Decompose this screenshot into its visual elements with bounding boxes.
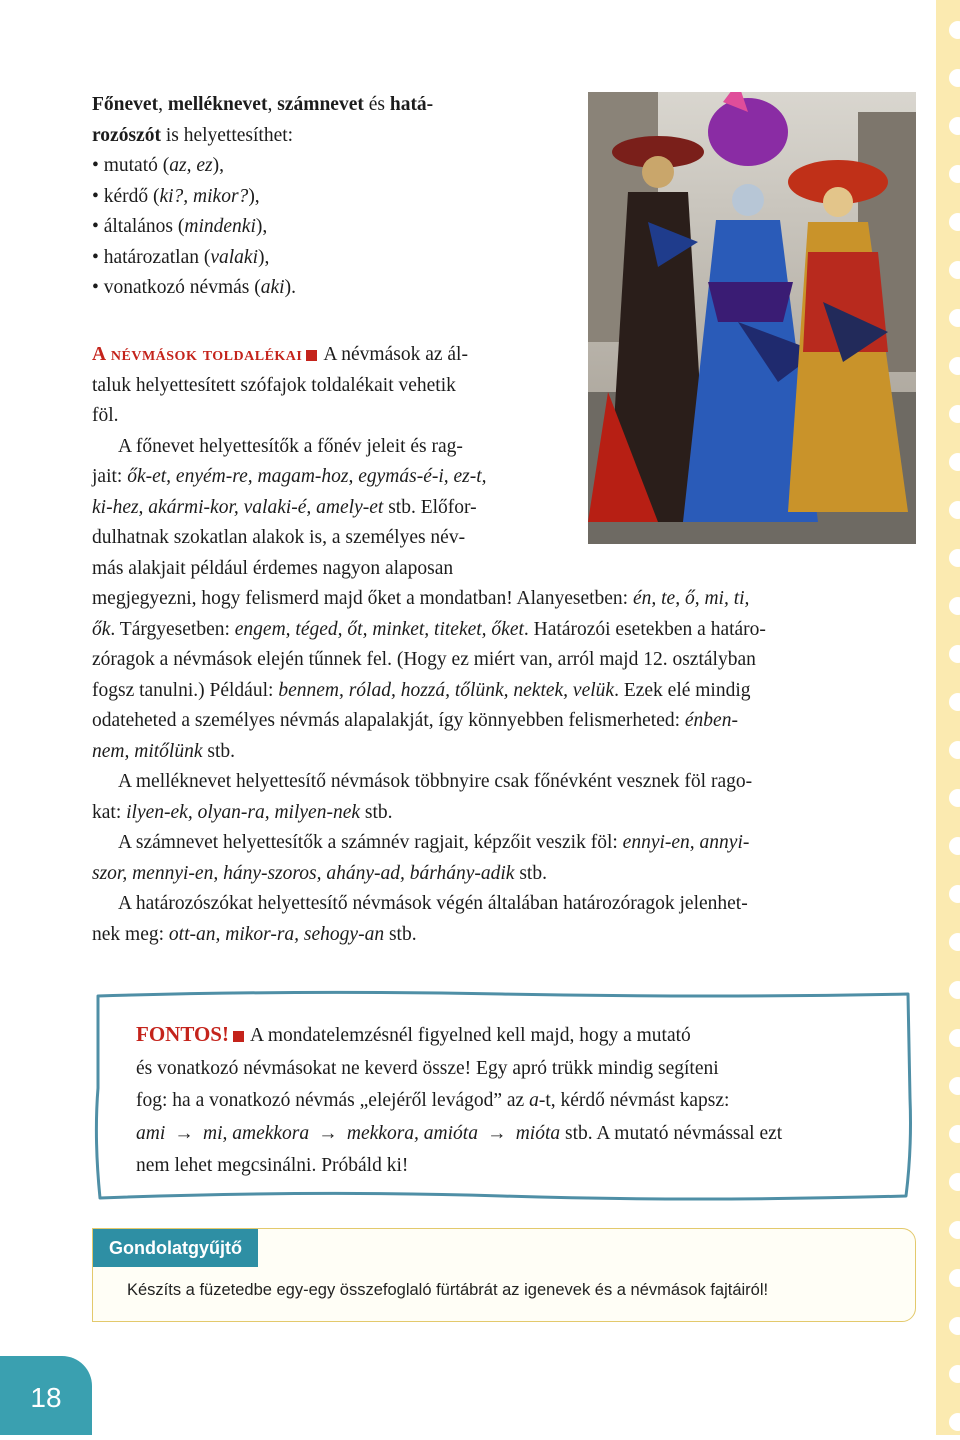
intro-block [92, 90, 570, 304]
important-note-text [136, 1018, 874, 1183]
body-line: ki-hez, akármi-kor, valaki-é, amely-et stb. Előfor- [92, 496, 477, 518]
note-line: ami → mi, amekkora → mekkora, amióta → mióta stb. A mutató névmással ezt [136, 1118, 874, 1151]
list-item: • vonatkozó névmás (aki). [92, 273, 570, 304]
thought-collector-box [92, 1228, 916, 1322]
body-line: A melléknevet helyettesítő névmások többnyire csak főnévként vesznek föl rago- [118, 771, 753, 792]
important-title: FONTOS! [136, 1022, 229, 1046]
list-item: • kérdő (ki?, mikor?), [92, 182, 570, 213]
thought-collector-tab: Gondolatgyűjtő [93, 1229, 258, 1267]
note-line: nem lehet megcsinálni. Próbáld ki! [136, 1155, 409, 1176]
section-line: föl. [92, 405, 119, 426]
section-block [92, 340, 570, 584]
square-bullet-icon [306, 350, 317, 361]
intro-line: rozószót is helyettesíthet: [92, 124, 294, 146]
list-item: • általános (mindenki), [92, 212, 570, 243]
note-line: és vonatkozó névmásokat ne keverd össze! Egy apró trükk mindig segíteni [136, 1057, 719, 1079]
body-line: fogsz tanulni.) Például: bennem, rólad, hozzá, tőlünk, nektek, velük. Ezek elé mindig [92, 679, 751, 701]
notebook-holes-decoration [936, 0, 960, 1435]
intro-line: Főnevet, melléknevet, számnevet és hatá- [92, 94, 434, 115]
carnival-costumes-image [588, 92, 916, 544]
note-line: FONTOS! A mondatelemzésnél figyelned kell majd, hogy a mutató [136, 1022, 691, 1046]
list-item: • mutató (az, ez), [92, 151, 570, 182]
page-edge-strip [936, 0, 960, 1435]
section-heading: A névmások toldalékai [92, 344, 303, 365]
body-line: jait: ők-et, enyém-re, magam-hoz, egymás-é-i, ez-t, [92, 466, 487, 487]
body-line: A határozószókat helyettesítő névmások végén általában határozóragok jelenhet- [118, 893, 748, 914]
section-line: A névmások toldalékai A névmások az ál- [92, 344, 468, 365]
thought-collector-text: Készíts a füzetedbe egy-egy összefoglaló fürtábrát az igenevek és a névmások fajtáiról! [127, 1281, 769, 1299]
list-item: • határozatlan (valaki), [92, 243, 570, 274]
body-line: A főnevet helyettesítők a főnév jeleit és rag- [118, 435, 463, 457]
pronoun-types-list [92, 151, 570, 304]
body-line: ők. Tárgyesetben: engem, téged, őt, minket, titeket, őket. Határozói esetekben a határo- [92, 618, 766, 640]
body-line: más alakjait például érdemes nagyon alaposan [92, 557, 454, 579]
body-line: kat: ilyen-ek, olyan-ra, milyen-nek stb. [92, 801, 393, 823]
body-line: A számnevet helyettesítők a számnév ragjait, képzőit veszik föl: ennyi-en, annyi- [118, 832, 750, 853]
body-line: zóragok a névmások elején tűnnek fel. (Hogy ez miért van, arról majd 12. osztályban [92, 649, 756, 670]
body-line: megjegyezni, hogy felismerd majd őket a mondatban! Alanyesetben: én, te, ő, mi, ti, [92, 588, 750, 609]
square-bullet-icon [233, 1031, 244, 1042]
important-note-box [92, 988, 914, 1202]
carnival-photo [588, 92, 916, 544]
body-block [92, 584, 920, 950]
arrow-right-icon: → [487, 1122, 507, 1144]
page-number: 18 [0, 1356, 92, 1435]
arrow-right-icon: → [174, 1122, 194, 1144]
body-line: nem, mitőlünk stb. [92, 740, 235, 762]
arrow-right-icon: → [318, 1122, 338, 1144]
note-line: fog: ha a vonatkozó névmás „elejéről levágod” az a-t, kérdő névmást kapsz: [136, 1090, 730, 1111]
body-line: szor, mennyi-en, hány-szoros, ahány-ad, bárhány-adik stb. [92, 862, 547, 884]
body-line: nek meg: ott-an, mikor-ra, sehogy-an stb. [92, 923, 417, 945]
section-line: taluk helyettesített szófajok toldalékait vehetik [92, 374, 456, 396]
body-line: dulhatnak szokatlan alakok is, a személyes név- [92, 527, 466, 548]
body-line: odateheted a személyes névmás alapalakját, így könnyebben felismerheted: énben- [92, 710, 738, 731]
